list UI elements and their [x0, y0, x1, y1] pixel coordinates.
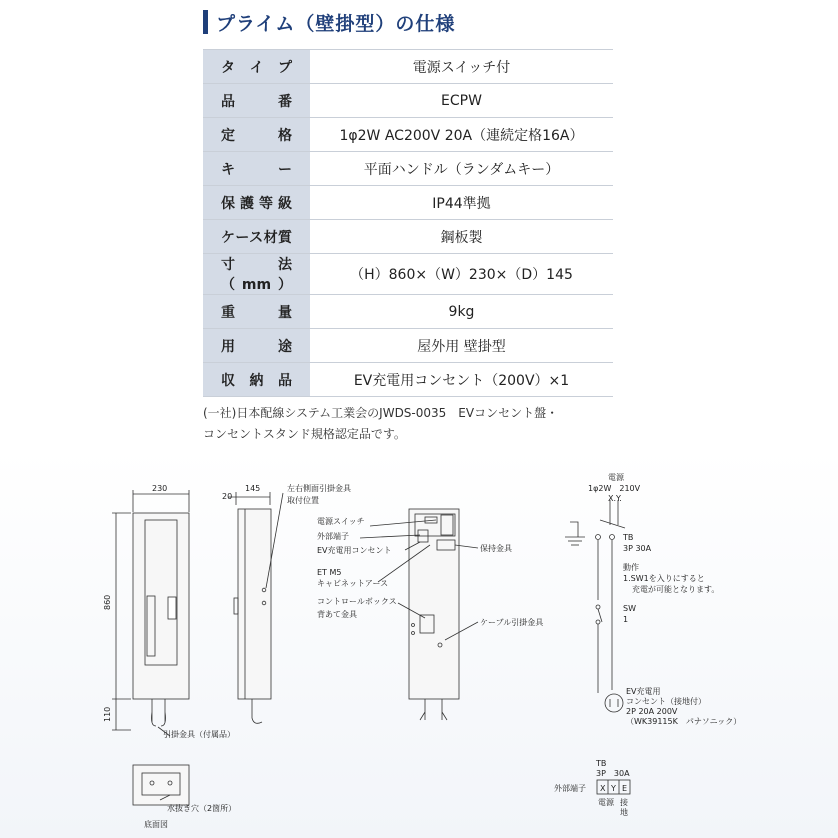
spec-value: （H）860×（W）230×（D）145 — [310, 254, 613, 295]
circuit-action: 動作 — [623, 563, 639, 572]
label-external-terminal: 外部端子 — [317, 532, 349, 541]
tb-x: X — [600, 784, 606, 793]
spec-value: ECPW — [310, 84, 613, 118]
circuit-source-spec: 1φ2W 210V — [588, 484, 641, 493]
side-hook-label-2: 取付位置 — [287, 496, 319, 505]
spec-value: 平面ハンドル（ランダムキー） — [310, 152, 613, 186]
dim-height: 860 — [103, 594, 112, 610]
label-drain-hole: 水抜き穴（2箇所） — [167, 804, 237, 813]
circuit-tb: TB — [623, 533, 634, 542]
spec-label: 重量 — [221, 304, 292, 321]
label-cable-hook: ケーブル引掛金具 — [480, 618, 544, 627]
tb-e: E — [622, 784, 628, 793]
front-view — [112, 490, 189, 736]
spec-label: 寸法（mm） — [221, 257, 292, 293]
spec-label: タイプ — [221, 59, 292, 76]
spec-label: 保護等級 — [221, 195, 292, 212]
label-bottom-view: 底面図 — [144, 820, 168, 829]
spec-label: 収納品 — [221, 372, 292, 389]
label-ev-outlet: EV充電用コンセント — [317, 546, 392, 555]
note-line-2: コンセントスタンド規格認定品です。 — [203, 427, 406, 441]
spec-value: 電源スイッチ付 — [310, 50, 613, 84]
tb-external-terminal: 外部端子 — [554, 784, 586, 793]
circuit-action-2: 充電が可能となります。 — [632, 585, 720, 594]
tb-spec: 3P 30A — [596, 769, 630, 778]
label-power-switch: 電源スイッチ — [317, 517, 365, 526]
dim-side-145: 145 — [245, 484, 261, 493]
spec-value: EV充電用コンセント（200V）×1 — [310, 363, 613, 397]
tb-y: Y — [611, 784, 616, 793]
label-cabinet-earth: キャビネットアース — [317, 579, 389, 588]
tb-ground-2: 地 — [620, 808, 628, 817]
circuit-ev-3: 2P 20A 200V — [626, 707, 678, 716]
tb-label: TB — [596, 759, 607, 768]
tb-ground-1: 接 — [620, 798, 628, 807]
label-et-m5: ET M5 — [317, 568, 342, 577]
circuit-action-1: 1.SW1を入りにすると — [623, 574, 705, 583]
circuit-tb-spec: 3P 30A — [623, 544, 652, 553]
tb-power: 電源 — [598, 798, 614, 807]
circuit-sw: SW — [623, 604, 636, 613]
bottom-view — [133, 765, 189, 805]
circuit-ev-4: （WK39115K パナソニック） — [626, 717, 742, 726]
spec-value: 屋外用 壁掛型 — [310, 329, 613, 363]
circuit-diagram — [565, 500, 625, 712]
circuit-ev-1: EV充電用 — [626, 687, 661, 696]
label-back-bracket: 背あて金具 — [317, 610, 357, 619]
spec-value: 9kg — [310, 295, 613, 329]
side-hook-label-1: 左右側面引掛金具 — [287, 484, 351, 493]
spec-label: 用途 — [221, 338, 292, 355]
note-line-1: (一社)日本配線システム工業会のJWDS-0035 EVコンセント盤・ — [203, 406, 559, 420]
hook-label: 引掛金具（付属品） — [163, 730, 235, 739]
circuit-sw-no: 1 — [623, 615, 629, 624]
spec-value: 1φ2W AC200V 20A（連続定格16A） — [310, 118, 613, 152]
label-holder-bracket: 保持金具 — [480, 544, 512, 553]
circuit-ev-2: コンセント（接地付） — [626, 697, 706, 706]
spec-value: 鋼板製 — [310, 220, 613, 254]
dim-bottom: 110 — [103, 706, 112, 722]
spec-value: IP44準拠 — [310, 186, 613, 220]
spec-label: ケース材質 — [221, 229, 292, 246]
dim-side-20: 20 — [222, 492, 233, 501]
dim-width: 230 — [152, 484, 168, 493]
title-text: プライム（壁掛型）の仕様 — [216, 12, 456, 35]
label-control-box: コントロールボックス — [317, 597, 397, 606]
spec-label: 品番 — [221, 93, 292, 110]
side-view — [228, 492, 283, 723]
spec-label: キー — [221, 161, 292, 178]
circuit-source: 電源 — [608, 473, 624, 482]
circuit-xy: X.Y. — [608, 494, 622, 503]
inner-view — [360, 509, 478, 720]
spec-label: 定格 — [221, 127, 292, 144]
